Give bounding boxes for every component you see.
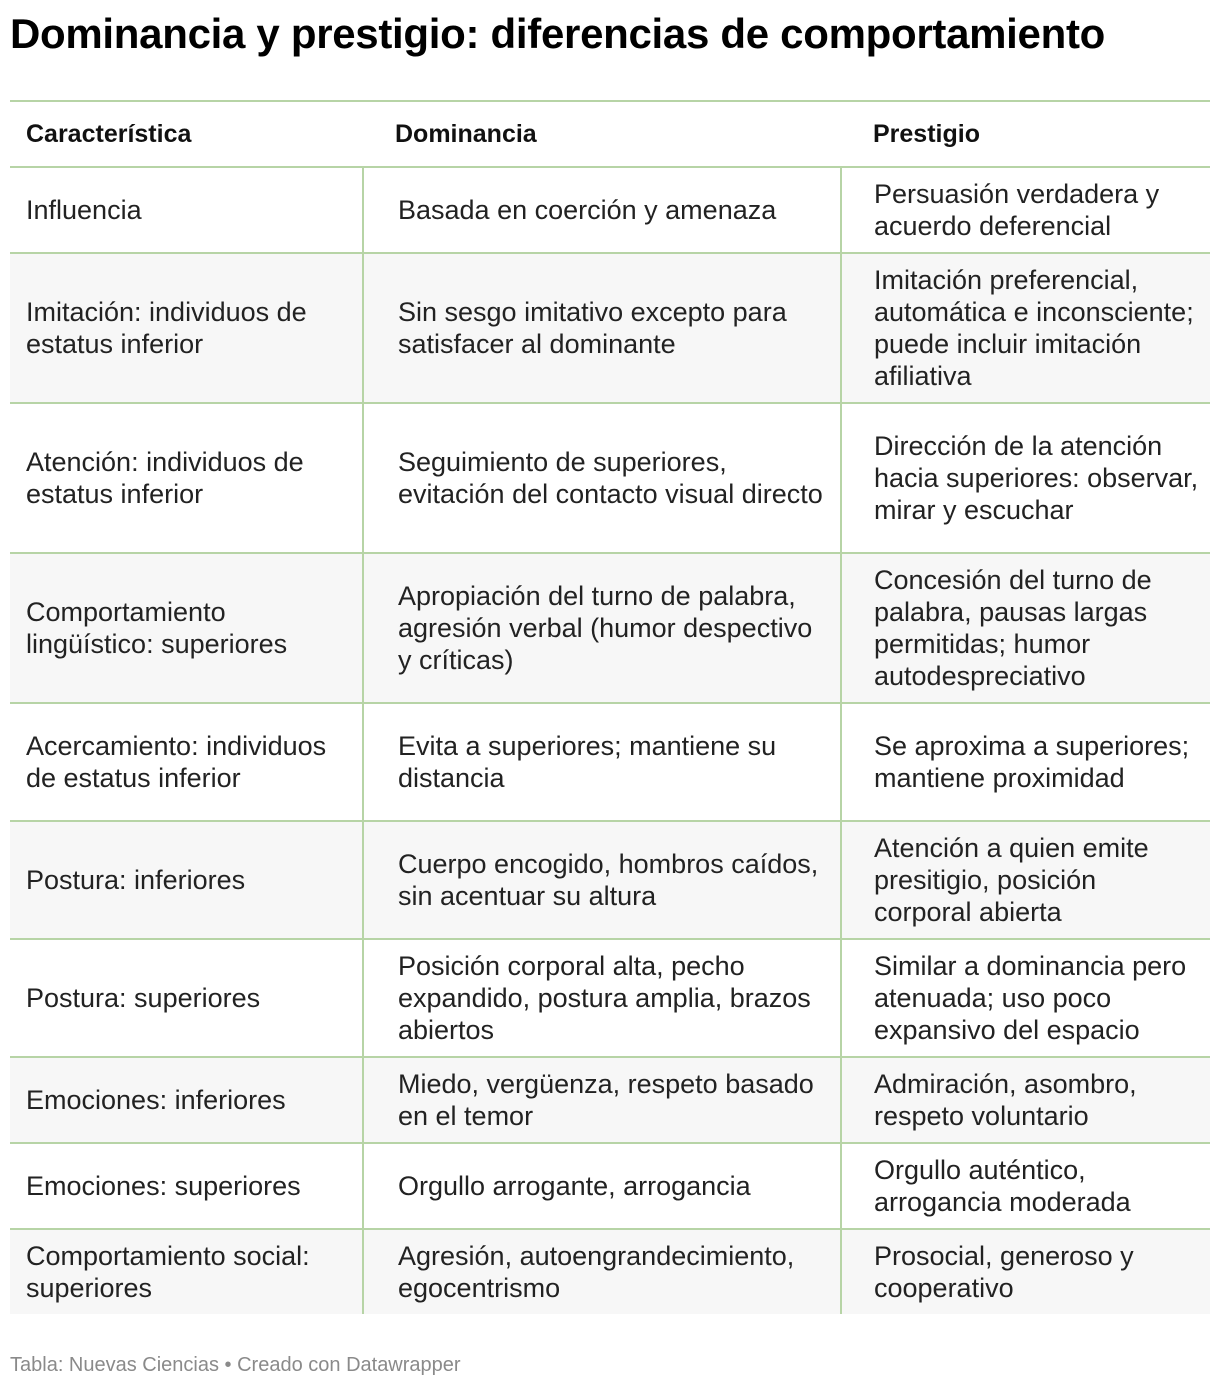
table-row xyxy=(10,1143,1210,1229)
cell-dominancia: Basada en coerción y amenaza xyxy=(363,167,841,253)
cell-dominancia: Miedo, vergüenza, respeto basado en el temor xyxy=(363,1057,841,1143)
table-row xyxy=(10,167,1210,253)
cell-dominancia: Cuerpo encogido, hombros caídos, sin acentuar su altura xyxy=(363,821,841,939)
column-header-dominancia[interactable]: Dominancia xyxy=(363,101,841,167)
cell-caracteristica: Emociones: inferiores xyxy=(10,1057,363,1143)
cell-dominancia: Orgullo arrogante, arrogancia xyxy=(363,1143,841,1229)
cell-prestigio: Atención a quien emite presitigio, posición corporal abierta xyxy=(841,821,1210,939)
column-header-caracteristica[interactable]: Característica xyxy=(10,101,363,167)
cell-prestigio: Similar a dominancia pero atenuada; uso poco expansivo del espacio xyxy=(841,939,1210,1057)
table-row xyxy=(10,703,1210,821)
cell-prestigio: Concesión del turno de palabra, pausas largas permitidas; humor autodespreciativo xyxy=(841,553,1210,703)
cell-prestigio: Imitación preferencial, automática e inconsciente; puede incluir imitación afiliativa xyxy=(841,253,1210,403)
table-row xyxy=(10,403,1210,553)
cell-caracteristica: Postura: superiores xyxy=(10,939,363,1057)
table-header xyxy=(10,101,1210,167)
cell-prestigio: Admiración, asombro, respeto voluntario xyxy=(841,1057,1210,1143)
cell-dominancia: Sin sesgo imitativo excepto para satisfacer al dominante xyxy=(363,253,841,403)
cell-dominancia: Agresión, autoengrandecimiento, egocentrismo xyxy=(363,1229,841,1314)
table-row xyxy=(10,821,1210,939)
cell-caracteristica: Postura: inferiores xyxy=(10,821,363,939)
source-footer: Tabla: Nuevas Ciencias • Creado con Datawrapper xyxy=(10,1354,461,1376)
cell-prestigio: Orgullo auténtico, arrogancia moderada xyxy=(841,1143,1210,1229)
table-row xyxy=(10,253,1210,403)
table-row xyxy=(10,553,1210,703)
cell-caracteristica: Comportamiento social: superiores xyxy=(10,1229,363,1314)
comparison-table xyxy=(10,100,1210,1314)
cell-caracteristica: Influencia xyxy=(10,167,363,253)
table-row xyxy=(10,939,1210,1057)
cell-prestigio: Prosocial, generoso y cooperativo xyxy=(841,1229,1210,1314)
cell-dominancia: Posición corporal alta, pecho expandido, postura amplia, brazos abiertos xyxy=(363,939,841,1057)
page-title: Dominancia y prestigio: diferencias de comportamiento xyxy=(10,10,1106,57)
cell-dominancia: Apropiación del turno de palabra, agresión verbal (humor despectivo y críticas) xyxy=(363,553,841,703)
cell-caracteristica: Emociones: superiores xyxy=(10,1143,363,1229)
cell-caracteristica: Imitación: individuos de estatus inferior xyxy=(10,253,363,403)
table-row xyxy=(10,1057,1210,1143)
comparison-table-container xyxy=(10,100,1210,1314)
cell-prestigio: Persuasión verdadera y acuerdo deferencial xyxy=(841,167,1210,253)
cell-prestigio: Se aproxima a superiores; mantiene proximidad xyxy=(841,703,1210,821)
table-row xyxy=(10,1229,1210,1314)
cell-caracteristica: Atención: individuos de estatus inferior xyxy=(10,403,363,553)
cell-caracteristica: Acercamiento: individuos de estatus inferior xyxy=(10,703,363,821)
table-body xyxy=(10,167,1210,1314)
cell-dominancia: Evita a superiores; mantiene su distancia xyxy=(363,703,841,821)
cell-caracteristica: Comportamiento lingüístico: superiores xyxy=(10,553,363,703)
header-row xyxy=(10,101,1210,167)
cell-prestigio: Dirección de la atención hacia superiores: observar, mirar y escuchar xyxy=(841,403,1210,553)
column-header-prestigio[interactable]: Prestigio xyxy=(841,101,1210,167)
cell-dominancia: Seguimiento de superiores, evitación del contacto visual directo xyxy=(363,403,841,553)
